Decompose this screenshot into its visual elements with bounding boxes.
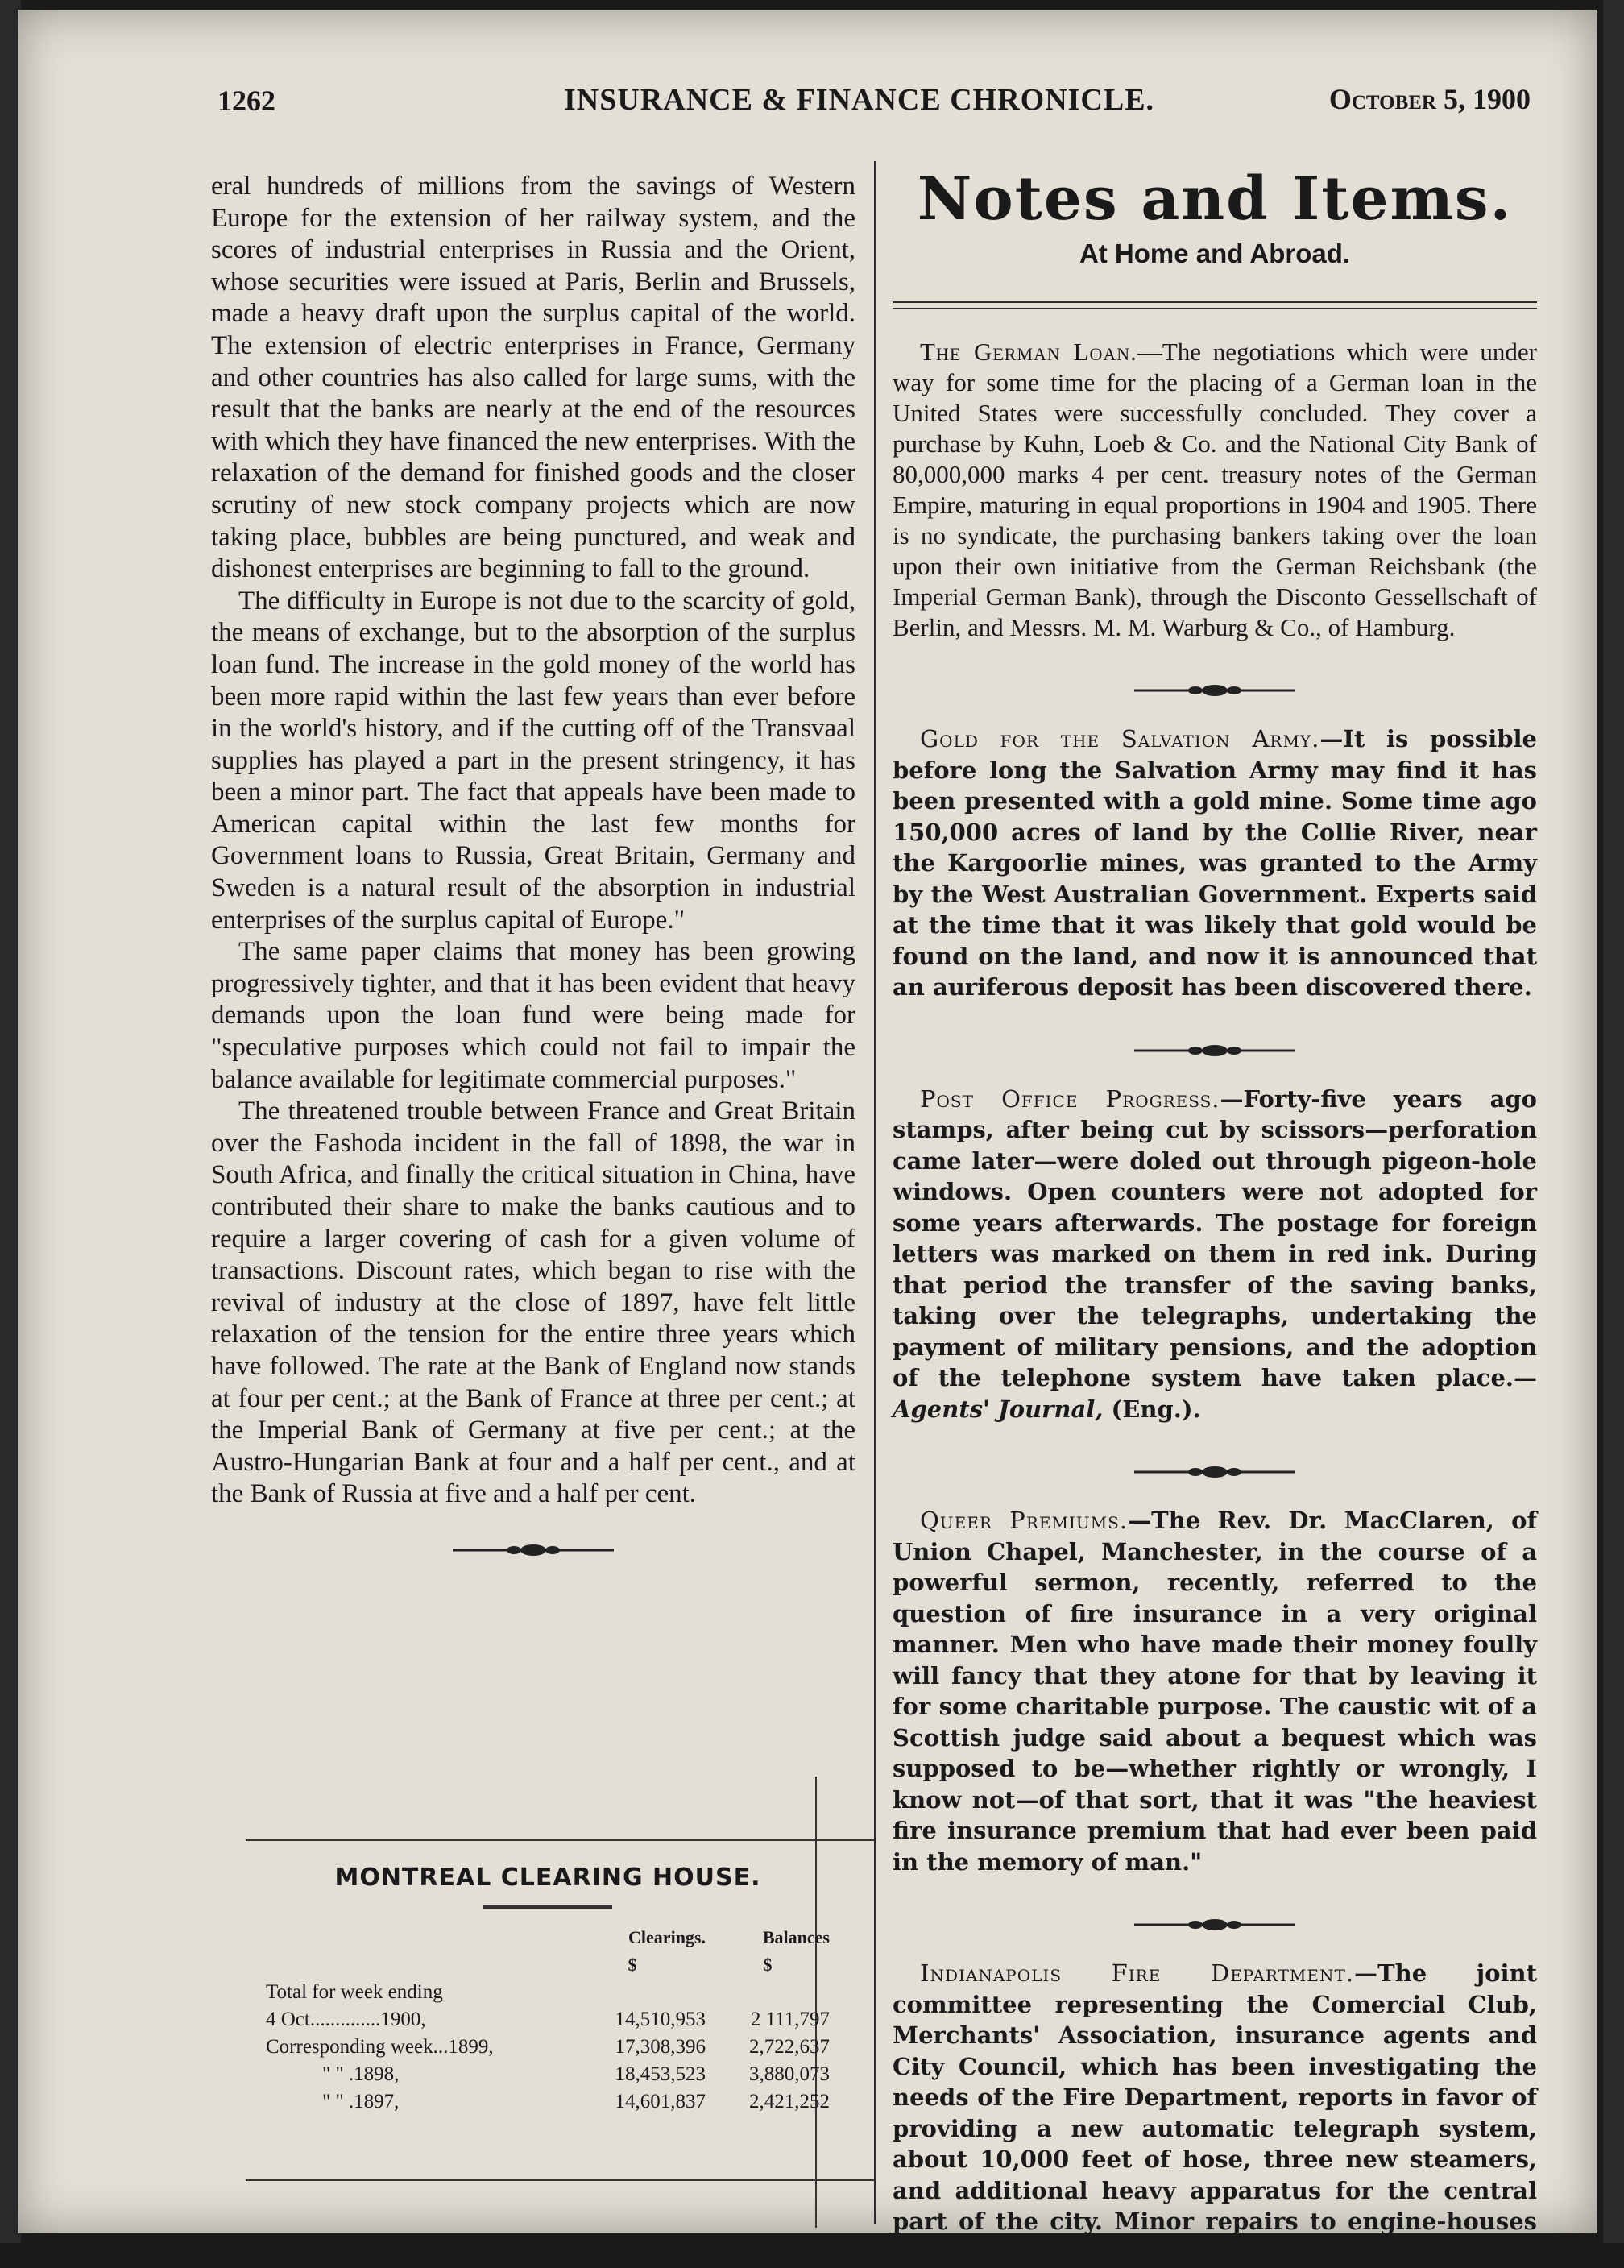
clearing-box-bottom-rule xyxy=(246,2179,874,2181)
page-number: 1262 xyxy=(218,85,276,117)
ornament-divider xyxy=(893,1457,1537,1478)
balances-header: Balances xyxy=(762,1927,830,1947)
news-item: Post Office Progress.—Forty-five years ago stamps, after being cut by scissors—perforation came later—were doled out through pigeon-hole windows. Open counters were not adopted for some years afterwards. The postage for foreign letters was marked on them in red ink. During that period the transfer of the saving banks, taking over the telegraphs, undertaking the payment of military pensions, and the adoption of the telephone system have taken place.—Agents' Journal, (Eng.). xyxy=(893,1084,1537,1423)
item-text: —The joint committee representing the Comercial Club, Merchants' Association, insurance agents and City Council, which has been investigating the needs of the Fire Department, reports in favor of providing a new automatic telegraph system, about 10,000 feet of hose, three new steamers, and additional heavy apparatus for the central part of the city. Minor repairs to engine-houses costing about $130,000 are xyxy=(893,1959,1537,2266)
double-rule xyxy=(893,301,1537,309)
paragraph: The difficulty in Europe is not due to the scarcity of gold, the means of exchange, but to the absorption of the surplus loan fund. The increase in the gold money of the world has been more rapid within the last few years than ever before in the world's history, and if the cutting off of the Transvaal supplies has played a part in the present stringency, it has been a minor part. The fact that appeals have been made to American capital within the last few months for Government loans to Russia, Great Britain, Germany and Sweden is a natural result of the absorption in industrial enterprises of the surplus capital of Europe." xyxy=(211,586,856,935)
ornament-icon xyxy=(453,1542,614,1558)
row-label: " " .1898, xyxy=(322,2063,400,2085)
balances-value: 3,880,073 xyxy=(749,2063,830,2085)
ornament-divider xyxy=(893,1035,1537,1056)
item-text: —The negotiations which were under way for some time for the placing of a German loan in the United States were successfully concluded. They cover a purchase by Kuhn, Loeb & Co. and the National City Bank of 80,000,000 marks 4 per cent. treasury notes of the German Empire, maturing in equal proportions in 1904 and 1905. There is no syndicate, the purchasing bankers taking over the loan upon their own initiative from the German Reichsbank (the Imperial German Bank), through the Disconto Gessellschaft of Berlin, and Messrs. M. M. Warburg & Co., of Hamburg. xyxy=(893,338,1537,641)
clearing-house-table xyxy=(266,1813,830,2115)
section-title: Notes and Items. xyxy=(917,164,1513,234)
item-text: —The Rev. Dr. MacClaren, of Union Chapel, Manchester, in the course of a powerful sermon, recently, referred to the question of fire insurance in a very original manner. Men who have made their money foully will fancy that they atone for that by leaving it for some charitable purpose. The caustic wit of a Scottish judge said about a bequest which was supposed to be—whether rightly or wrongly, I know not—of that sort, that it was "the heaviest fire insurance premium that had ever been paid in the memory of man." xyxy=(893,1507,1537,1876)
table-currency-row xyxy=(266,1951,830,1978)
item-source-tail: (Eng.). xyxy=(1111,1395,1201,1423)
issue-date: October 5, 1900 xyxy=(1328,83,1531,115)
ornament-icon xyxy=(1134,1917,1295,1933)
news-item xyxy=(893,1958,1537,2268)
left-column xyxy=(211,171,856,1554)
column-divider xyxy=(874,161,876,2224)
item-text: —It is possible before long the Salvation Army may find it has been presented with a gold mine. Some time ago 150,000 acres of land by the Collie River, near the Kargoorlie mines, was granted to the Army by the West Australian Government. Experts said at the time that it was likely that gold would be found on the land, and now it is announced that an auriferous deposit has been discovered there. xyxy=(893,725,1537,1001)
ornament-icon xyxy=(1134,1043,1295,1059)
row-label: 4 Oct..............1900, xyxy=(266,2009,426,2030)
table-row xyxy=(266,1978,830,2005)
paragraph: eral hundreds of millions from the savings of Western Europe for the extension of her railway system, and the scores of industrial enterprises in Russia and the Orient, whose securities were issued at Paris, Berlin and Brussels, made a heavy draft upon the surplus capital of the world. The extension of electric enterprises in France, Germany and other countries has also called for large sums, with the result that the banks are nearly at the end of the resources with which they have financed the new enterprises. With the relaxation of the demand for finished goods and the closer scrutiny of new stock company projects which are now taking place, bubbles are being punctured, and weak and dishonest enterprises are beginning to fall to the ground. xyxy=(211,172,856,584)
page-header xyxy=(218,79,1531,127)
table-row xyxy=(266,2033,830,2060)
balances-value: 2,421,252 xyxy=(749,2091,830,2113)
currency-symbol: $ xyxy=(628,1955,637,1975)
row-label: Corresponding week...1899, xyxy=(266,2036,494,2058)
paragraph: The same paper claims that money has been growing progressively tighter, and that it has been evident that heavy demands upon the loan fund were being made for "speculative purposes which could not fail to impair the balance available for legitimate commercial purposes." xyxy=(211,937,856,1094)
right-column xyxy=(893,161,1537,2268)
clearing-table xyxy=(266,1923,830,2115)
clearings-header: Clearings. xyxy=(628,1927,706,1947)
clearings-value: 18,453,523 xyxy=(615,2063,706,2085)
item-source: Agents' Journal, xyxy=(893,1395,1104,1423)
item-heading: Indianapolis Fire Department. xyxy=(920,1959,1355,1987)
currency-symbol: $ xyxy=(763,1955,773,1975)
table-row xyxy=(266,2005,830,2033)
item-heading: Gold for the Salvation Army. xyxy=(920,725,1320,753)
clearings-value: 14,601,837 xyxy=(615,2091,706,2113)
news-item xyxy=(893,1505,1537,1877)
ornament-divider xyxy=(211,1535,856,1554)
clearings-value: 17,308,396 xyxy=(615,2036,706,2058)
row-label: Total for week ending xyxy=(266,1981,443,2003)
scan-right-edge xyxy=(1603,0,1624,2243)
publication-title: INSURANCE & FINANCE CHRONICLE. xyxy=(564,83,1155,117)
section-subtitle: At Home and Abroad. xyxy=(1079,238,1351,268)
row-label: " " .1897, xyxy=(322,2091,400,2113)
item-text: —Forty-five years ago stamps, after being cut by scissors—perforation came later—were doled out through pigeon-hole windows. Open counters were not adopted for some years afterwards. The postage for foreign letters was marked on them in red ink. During that period the transfer of the saving banks, taking over the telegraphs, undertaking the payment of military pensions, and the adoption of the telephone system have taken place. xyxy=(893,1084,1537,1391)
title-underline xyxy=(483,1905,612,1909)
news-item xyxy=(893,724,1537,1003)
item-heading: The German Loan. xyxy=(920,338,1137,366)
balances-value: 2,722,637 xyxy=(749,2036,830,2058)
ornament-divider xyxy=(893,1909,1537,1930)
news-item xyxy=(893,337,1537,643)
paragraph: The threatened trouble between France and Great Britain over the Fashoda incident in the fall of 1898, the war in South Africa, and finally the critical situation in China, have contributed their share to make the banks cautious and to require a larger covering of cash for a given volume of transactions. Discount rates, which began to rise with the revival of industry at the close of 1897, have felt little relaxation of the tension for the entire three years which have followed. The rate at the Bank of England now stands at four per cent.; at the Bank of France at three per cent.; at the Imperial Bank of Germany at five per cent.; at the Austro-Hungarian Bank at four and a half per cent., and at the Bank of Russia at five and a half per cent. xyxy=(211,1097,856,1509)
ornament-icon xyxy=(1134,682,1295,699)
item-heading: Queer Premiums. xyxy=(920,1507,1129,1534)
table-header-row xyxy=(266,1923,830,1951)
balances-value: 2 111,797 xyxy=(750,2009,830,2030)
ornament-icon xyxy=(1134,1464,1295,1480)
table-row xyxy=(266,2088,830,2115)
table-row xyxy=(266,2060,830,2088)
ornament-divider xyxy=(893,675,1537,696)
item-heading: Post Office Progress. xyxy=(920,1084,1220,1113)
clearing-house-title: MONTREAL CLEARING HOUSE. xyxy=(334,1864,761,1892)
clearings-value: 14,510,953 xyxy=(615,2009,706,2030)
